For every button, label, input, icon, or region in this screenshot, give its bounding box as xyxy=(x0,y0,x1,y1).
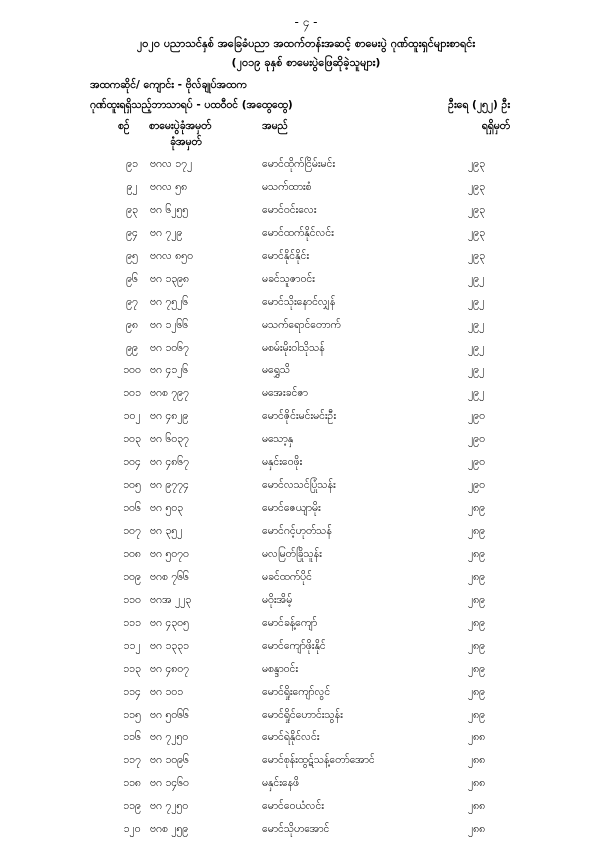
table-row xyxy=(0,293,612,316)
table-row xyxy=(0,361,612,384)
row-number: ၁၀၆ xyxy=(123,502,141,515)
student-mark: ၂၉၀ xyxy=(468,479,485,492)
roll-number: ဗဂစ ၇၉၇ xyxy=(150,387,189,400)
student-name: မသော့နှ xyxy=(262,433,294,446)
row-number: ၉၂ xyxy=(126,180,138,193)
roll-number: ဗဂ ၁၀၉၆ xyxy=(150,754,189,767)
row-number: ၁၁၉ xyxy=(123,800,141,813)
roll-number: ဗဂလ ၈၅၀ xyxy=(150,249,193,262)
table-row xyxy=(0,568,612,591)
row-number: ၁၁၁ xyxy=(123,616,141,629)
page-number: - ၄ - xyxy=(294,15,318,29)
student-name: မောင်ထိုက်ငြိမ်းမင်း xyxy=(262,158,336,170)
student-name: မခင်သူဇာဝင်း xyxy=(262,272,315,285)
document-title: ၂၀၂၀ ပညာသင်နှစ် အခြေခံပညာ အထက်တန်းအဆင့် စာမေးပွဲ ဂုဏ်ထူးရှင်များစာရင်း xyxy=(136,37,476,50)
row-number: ၁၀၉ xyxy=(123,570,141,583)
table-row xyxy=(0,522,612,545)
student-name: မောင်ဝင်းလေး xyxy=(262,203,317,216)
table-row xyxy=(0,339,612,362)
roll-number: ဗဂ ၄၁၂၆ xyxy=(150,364,189,377)
table-row xyxy=(0,453,612,476)
roll-number: ဗဂ ၁၀၁ xyxy=(150,685,184,698)
row-number: ၉၉ xyxy=(126,341,138,354)
student-name: မစမ်းမိုးဝါသိုသန် xyxy=(262,341,325,354)
student-name: မောင်သိုးနောင်လျှန် xyxy=(262,295,336,308)
table-row xyxy=(0,660,612,683)
roll-number: ဗဂစ ၇၆၆ xyxy=(150,570,189,583)
student-mark: ၂၈၉ xyxy=(468,502,486,515)
column-header-name: အမည် xyxy=(262,120,288,132)
student-name: မသက်ရောင်တောက် xyxy=(262,318,341,331)
student-mark: ၂၉၂ xyxy=(468,364,485,377)
roll-number: ဗဂ ၄၈၀၇ xyxy=(150,662,190,675)
table-row xyxy=(0,407,612,430)
student-name: မောင်ထက်နိုင်လင်း xyxy=(262,226,334,239)
row-number: ၉၅ xyxy=(126,249,138,262)
roll-number: ဗဂ ၄၈၆၇ xyxy=(150,456,190,469)
student-mark: ၂၉၃ xyxy=(468,249,485,262)
score-header: ဦးရေ (၂၅၂) ဦး xyxy=(448,99,510,111)
table-row xyxy=(0,178,612,201)
row-number: ၁၀၈ xyxy=(123,547,141,560)
roll-number: ဗဂ ၁၀၆၇ xyxy=(150,341,189,354)
student-mark: ၂၉၂ xyxy=(468,341,485,354)
student-name: မနှင်းဝေဖိုး xyxy=(262,456,303,469)
student-mark: ၂၈၉ xyxy=(468,685,486,698)
roll-number: ဗဂ ၄၈၂၉ xyxy=(150,410,189,423)
roll-number: ဗဂ ၉၇၇၄ xyxy=(150,479,189,492)
student-mark: ၂၈၉ xyxy=(468,616,486,629)
row-number: ၁၁၆ xyxy=(123,731,141,744)
student-name: မစန္ဒာဝင်း xyxy=(262,662,299,675)
roll-number: ဗဂ ၁၄၆၀ xyxy=(150,777,189,790)
student-mark: ၂၈၉ xyxy=(468,593,486,606)
roll-number: ဗဂလ ၁၇၂ xyxy=(150,158,193,170)
row-number: ၁၀၂ xyxy=(123,410,141,423)
student-name: မခင်ထက်ပိုင် xyxy=(262,570,312,583)
table-row xyxy=(0,591,612,614)
student-mark: ၂၈၉ xyxy=(468,662,486,675)
results-table xyxy=(0,155,612,843)
table-row xyxy=(0,545,612,568)
student-mark: ၂၉၀ xyxy=(468,433,485,446)
table-row xyxy=(0,499,612,522)
row-number: ၁၁၇ xyxy=(123,754,141,767)
roll-number: ဗဂ ၅၀၃ xyxy=(150,502,184,515)
row-number: ၁၁၂ xyxy=(123,639,141,652)
student-name: မောင်ရှိုးကျော်လွင် xyxy=(262,685,331,698)
table-row xyxy=(0,637,612,660)
table-row xyxy=(0,476,612,499)
roll-number: ဗဂ ၇၅၂၆ xyxy=(150,295,189,308)
student-mark: ၂၉၂ xyxy=(468,318,485,331)
student-name: မောင်သိုဟအောင် xyxy=(262,823,330,836)
subject-line: ဂုဏ်ထူးရရှိသည့်ဘာသာရပ် - ပထဝီဝင် (အထွေထွေ) xyxy=(90,99,293,111)
student-name: မောင်ဇေယျာမိုး xyxy=(262,502,321,515)
table-row xyxy=(0,155,612,178)
student-name: မလမြတ်ခြိုသူန်း xyxy=(262,547,322,560)
table-row xyxy=(0,706,612,729)
roll-number: ဗဂ ၆၀၃၇ xyxy=(150,433,189,446)
student-name: မောင်ခန့်ကျော် xyxy=(262,616,318,629)
school-line: အထကဆိုင်/ ကျောင်း - ဗိုလ်ချုပ်အထက xyxy=(90,79,247,91)
student-mark: ၂၈၉ xyxy=(468,639,486,652)
student-name: မဝိုးအိမ့် xyxy=(262,593,293,606)
column-header-roll: စာမေးပွဲခုံအမှတ် xyxy=(149,120,212,132)
roll-number: ဗဂ ၇၂၉ xyxy=(150,226,183,239)
student-mark: ၂၈၈ xyxy=(468,754,486,767)
row-number: ၁၀၇ xyxy=(123,525,141,537)
table-row xyxy=(0,728,612,751)
student-name: မအေးခင်ဇာ xyxy=(262,387,308,400)
student-mark: ၂၉၀ xyxy=(468,410,485,423)
student-mark: ၂၈၈ xyxy=(468,731,486,744)
student-mark: ၂၈၉ xyxy=(468,547,486,560)
student-mark: ၂၉၂ xyxy=(468,295,485,308)
row-number: ၉၃ xyxy=(126,203,138,216)
student-name: မောင်ဂင့်ဟုတ်သန် xyxy=(262,525,332,537)
roll-number: ဗဂ ၃၅၂ xyxy=(150,525,183,537)
student-name: မောင်ဝေယံလင်း xyxy=(262,800,324,813)
document-subtitle: (၂၀၁၉ ခုနှစ် စာမေးပွဲဖြေဆိုခဲ့သူများ) xyxy=(231,56,381,69)
student-mark: ၂၈၉ xyxy=(468,525,486,537)
row-number: ၁၀၅ xyxy=(123,479,141,492)
roll-number: ဗဂ ၇၂၅၀ xyxy=(150,800,189,813)
student-name: မောင်လသင်ပြုံသန်း xyxy=(262,479,336,492)
row-number: ၉၆ xyxy=(126,272,138,285)
table-row xyxy=(0,316,612,339)
row-number: ၉၁ xyxy=(126,158,138,170)
table-row xyxy=(0,614,612,637)
row-number: ၁၁၅ xyxy=(123,708,141,721)
student-mark: ၂၉၃ xyxy=(468,180,485,193)
table-row xyxy=(0,201,612,224)
row-number: ၉၈ xyxy=(126,318,138,331)
roll-number: ဗဂအ ၂၂၃ xyxy=(150,593,192,606)
student-name: မောင်စုန်းထွဋ်သန့်တော်အောင် xyxy=(262,754,375,767)
roll-number: ဗဂ ၁၃၃၁ xyxy=(150,639,189,652)
row-number: ၁၀၀ xyxy=(123,364,141,377)
roll-number: ဗဂ ၇၂၅၀ xyxy=(150,731,189,744)
student-name: မောင်ရှိုင်ဟောင်းသွန်း xyxy=(262,708,343,721)
student-mark: ၂၉၂ xyxy=(468,387,485,400)
student-mark: ၂၉၀ xyxy=(468,456,485,469)
row-number: ၁၁၃ xyxy=(123,662,141,675)
row-number: ၁၀၁ xyxy=(123,387,141,400)
row-number: ၉၄ xyxy=(126,226,138,239)
student-mark: ၂၈၉ xyxy=(468,708,486,721)
student-mark: ၂၉၃ xyxy=(468,226,485,239)
table-row xyxy=(0,774,612,797)
student-name: မရွှေသိ xyxy=(262,364,291,377)
table-row xyxy=(0,797,612,820)
roll-number: ဗဂစ ၂၅၉ xyxy=(150,823,189,836)
student-mark: ၂၈၉ xyxy=(468,570,486,583)
roll-number: ဗဂ ၁၃၉၈ xyxy=(150,272,190,285)
table-row xyxy=(0,270,612,293)
table-row xyxy=(0,820,612,843)
student-name: မောင်ရဲနိုင်လင်း xyxy=(262,731,320,744)
table-row xyxy=(0,430,612,453)
roll-number: ဗဂ ၄၃၀၅ xyxy=(150,616,189,629)
row-number: ၁၂၀ xyxy=(123,823,141,836)
table-row xyxy=(0,751,612,774)
student-name: မောင်ဇိုင်းမင်းမင်းဦး xyxy=(262,410,337,423)
student-name: မသက်ထားစံ xyxy=(262,180,312,193)
row-number: ၁၁၀ xyxy=(123,593,141,606)
student-mark: ၂၉၃ xyxy=(468,158,485,170)
student-mark: ၂၉၃ xyxy=(468,203,485,216)
table-row xyxy=(0,683,612,706)
column-header-roll-number: ခုံအမှတ် xyxy=(170,136,202,148)
table-row xyxy=(0,224,612,247)
student-mark: ၂၈၈ xyxy=(468,823,486,836)
row-number: ၁၀၃ xyxy=(123,433,141,446)
roll-number: ဗဂလ ၅၈ xyxy=(150,180,188,193)
row-number: ၉၇ xyxy=(126,295,138,308)
column-header-no: စဉ် xyxy=(118,120,130,132)
student-mark: ၂၈၈ xyxy=(468,777,486,790)
row-number: ၁၁၈ xyxy=(123,777,141,790)
row-number: ၁၁၄ xyxy=(123,685,141,698)
table-row xyxy=(0,384,612,407)
student-name: မောင်နိုင်နိုင်း xyxy=(262,249,310,262)
table-row xyxy=(0,247,612,270)
roll-number: ဗဂ ၁၂၆၆ xyxy=(150,318,189,331)
column-header-mark: ရရှိမှတ် xyxy=(481,120,510,132)
roll-number: ဗဂ ၆၂၅၅ xyxy=(150,203,189,216)
roll-number: ဗဂ ၅၀၇၀ xyxy=(150,547,189,560)
student-mark: ၂၈၈ xyxy=(468,800,486,813)
student-name: မနှင်းနေဖိ xyxy=(262,777,300,790)
student-name: မောင်ကျော်ဖိုးနိုင် xyxy=(262,639,326,652)
row-number: ၁၀၄ xyxy=(123,456,141,469)
roll-number: ဗဂ ၅၀၆၆ xyxy=(150,708,189,721)
student-mark: ၂၉၂ xyxy=(468,272,485,285)
